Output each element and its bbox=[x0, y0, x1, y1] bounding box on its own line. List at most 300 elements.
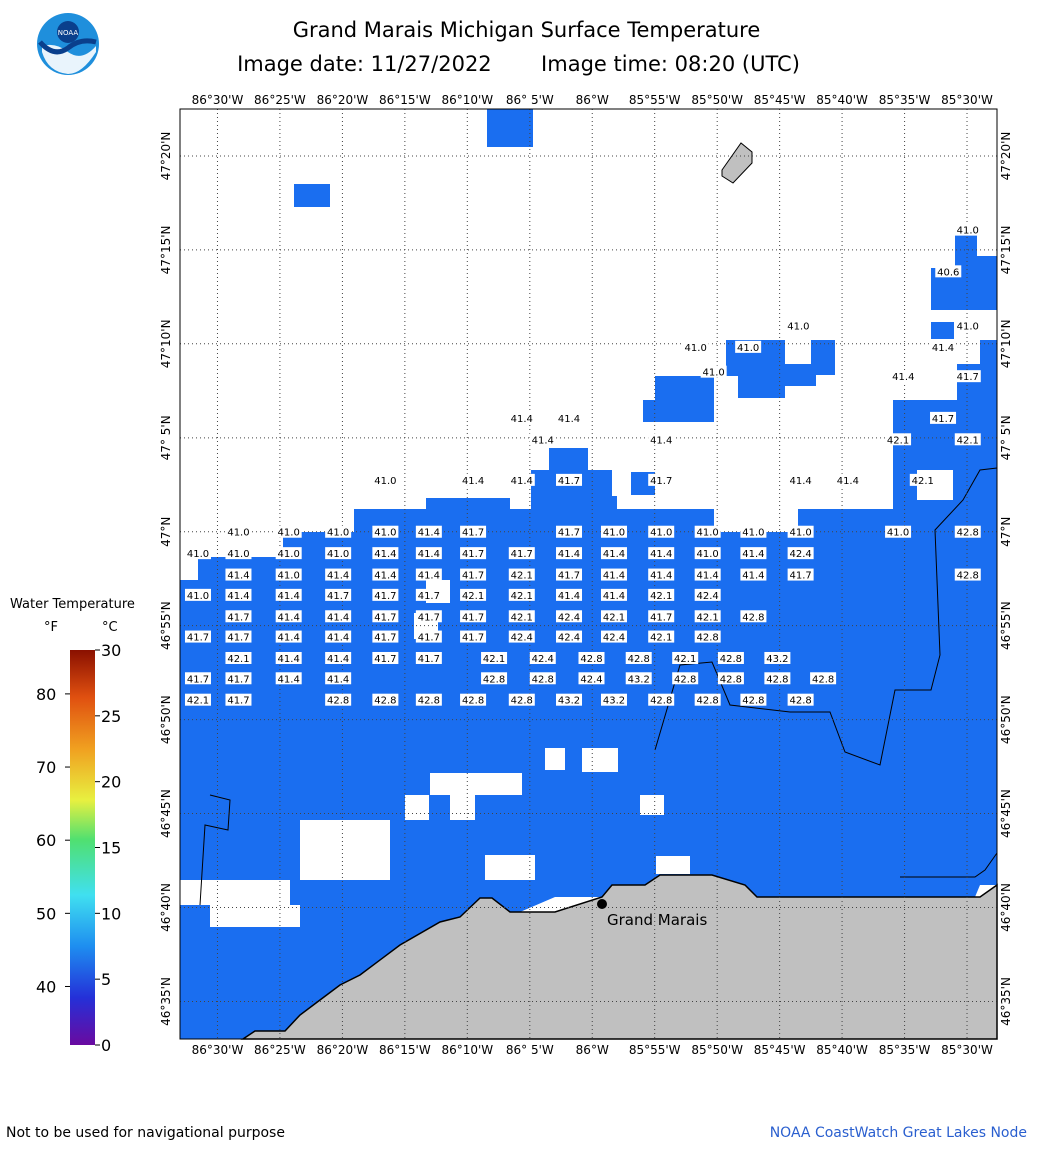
temperature-label bbox=[530, 433, 556, 446]
latitude-label: 46°35'N bbox=[159, 977, 173, 1026]
temperature-label bbox=[460, 589, 486, 602]
temperature-label bbox=[556, 526, 582, 539]
longitude-label: 85°50'W bbox=[691, 93, 744, 107]
temperature-label bbox=[276, 547, 302, 560]
temperature-value: 41.4 bbox=[277, 674, 300, 686]
temperature-label bbox=[648, 631, 674, 644]
temperature-label bbox=[930, 412, 956, 425]
latitude-label: 46°40'N bbox=[159, 883, 173, 932]
temperature-label bbox=[890, 370, 916, 383]
temperature-value: 41.4 bbox=[742, 570, 765, 582]
temperature-value: 41.4 bbox=[742, 549, 765, 561]
temperature-value: 42.1 bbox=[886, 435, 910, 447]
temperature-value: 41.7 bbox=[461, 632, 485, 644]
longitude-label: 85°55'W bbox=[628, 1043, 681, 1057]
temperature-label bbox=[509, 569, 535, 582]
temperature-value: 42.8 bbox=[327, 695, 350, 707]
temperature-label bbox=[416, 631, 442, 644]
temperature-label bbox=[225, 652, 251, 665]
temperature-label bbox=[185, 672, 211, 685]
temperature-value: 41.7 bbox=[227, 612, 250, 624]
temperature-label bbox=[910, 474, 936, 487]
temperature-value: 42.8 bbox=[417, 695, 440, 707]
no-data-gap bbox=[545, 748, 565, 770]
temperature-value: 42.1 bbox=[186, 695, 210, 707]
temperature-value: 42.8 bbox=[461, 695, 485, 707]
latitude-label: 46°45'N bbox=[159, 789, 173, 838]
temperature-value: 41.0 bbox=[186, 549, 210, 561]
temperature-label bbox=[416, 589, 442, 602]
temperature-label bbox=[481, 652, 507, 665]
temperature-value: 42.4 bbox=[531, 653, 554, 665]
temperature-value: 41.7 bbox=[931, 413, 955, 425]
temperature-label bbox=[276, 652, 302, 665]
temperature-value: 41.4 bbox=[602, 590, 626, 602]
legend-c-label: 30 bbox=[101, 641, 122, 660]
temperature-value: 41.4 bbox=[602, 570, 626, 582]
temperature-value: 41.4 bbox=[277, 612, 300, 624]
temperature-value: 41.4 bbox=[650, 570, 673, 582]
no-data-gap bbox=[430, 773, 522, 795]
temperature-label bbox=[185, 694, 211, 707]
temperature-value: 41.4 bbox=[327, 653, 350, 665]
temperature-label bbox=[416, 526, 442, 539]
longitude-label: 86°10'W bbox=[441, 93, 494, 107]
temperature-label bbox=[325, 610, 351, 623]
temperature-label bbox=[735, 341, 761, 354]
temperature-value: 41.0 bbox=[886, 527, 910, 539]
temperature-value: 41.0 bbox=[602, 527, 626, 539]
temperature-label bbox=[276, 589, 302, 602]
water-region bbox=[222, 985, 270, 1011]
temperature-value: 42.1 bbox=[510, 570, 533, 582]
temperature-label bbox=[740, 526, 766, 539]
temperature-label bbox=[648, 526, 674, 539]
temperature-label bbox=[701, 366, 727, 379]
temperature-label bbox=[764, 652, 790, 665]
temperature-label bbox=[955, 569, 981, 582]
temperature-label bbox=[509, 694, 535, 707]
temperature-value: 42.4 bbox=[510, 632, 533, 644]
temperature-label bbox=[695, 694, 721, 707]
temperature-value: 41.7 bbox=[374, 653, 397, 665]
temperature-label bbox=[225, 672, 251, 685]
temperature-value: 42.8 bbox=[531, 674, 554, 686]
temperature-label bbox=[955, 526, 981, 539]
temperature-value: 42.8 bbox=[696, 695, 719, 707]
temperature-label bbox=[325, 569, 351, 582]
temperature-value: 41.4 bbox=[374, 570, 397, 582]
temperature-value: 41.0 bbox=[789, 527, 812, 539]
grand-marais-label: Grand Marais bbox=[607, 911, 708, 929]
temperature-label bbox=[225, 569, 251, 582]
temperature-value: 41.4 bbox=[227, 570, 250, 582]
temperature-label bbox=[325, 547, 351, 560]
temperature-value: 41.4 bbox=[417, 570, 440, 582]
temperature-value: 41.0 bbox=[277, 570, 300, 582]
temperature-value: 41.0 bbox=[277, 527, 300, 539]
temperature-value: 42.8 bbox=[674, 674, 697, 686]
legend-title: Water Temperature bbox=[10, 597, 135, 612]
longitude-label: 86°15'W bbox=[379, 93, 431, 107]
temperature-value: 41.0 bbox=[374, 475, 397, 487]
temperature-label bbox=[601, 569, 627, 582]
temperature-value: 41.7 bbox=[417, 612, 440, 624]
longitude-label: 86° 5'W bbox=[505, 1043, 554, 1057]
temperature-label bbox=[509, 610, 535, 623]
temperature-label bbox=[509, 474, 535, 487]
latitude-label: 47°10'N bbox=[159, 319, 173, 369]
no-data-gap bbox=[210, 905, 300, 927]
longitude-label: 85°45'W bbox=[753, 93, 806, 107]
temperature-value: 42.8 bbox=[766, 674, 789, 686]
temperature-value: 41.4 bbox=[277, 632, 300, 644]
temperature-value: 41.7 bbox=[327, 590, 350, 602]
temperature-label bbox=[648, 610, 674, 623]
temperature-label bbox=[788, 694, 814, 707]
latitude-label: 47°15'N bbox=[159, 225, 173, 275]
temperature-value: 41.7 bbox=[417, 653, 440, 665]
temperature-label bbox=[416, 547, 442, 560]
temperature-value: 41.4 bbox=[417, 527, 440, 539]
temperature-value: 41.7 bbox=[186, 674, 210, 686]
temperature-label bbox=[672, 652, 698, 665]
legend-c-label: 0 bbox=[101, 1036, 112, 1055]
temperature-value: 41.4 bbox=[277, 590, 300, 602]
temperature-value: 41.7 bbox=[374, 612, 397, 624]
temperature-label bbox=[601, 526, 627, 539]
temperature-value: 42.1 bbox=[650, 590, 673, 602]
temperature-value: 41.4 bbox=[461, 475, 485, 487]
temperature-label bbox=[185, 589, 211, 602]
temperature-label bbox=[460, 474, 486, 487]
temperature-label bbox=[930, 341, 956, 354]
latitude-label: 47°20'N bbox=[999, 131, 1013, 181]
temperature-label bbox=[601, 631, 627, 644]
temperature-label bbox=[885, 433, 911, 446]
legend-unit-c: °C bbox=[102, 620, 118, 635]
temperature-label bbox=[372, 589, 398, 602]
temperature-label bbox=[556, 547, 582, 560]
temperature-value: 41.7 bbox=[417, 632, 440, 644]
temperature-label bbox=[885, 526, 911, 539]
legend-f-label: 70 bbox=[36, 758, 57, 778]
temperature-label bbox=[556, 631, 582, 644]
temperature-value: 41.7 bbox=[461, 570, 485, 582]
temperature-label bbox=[740, 569, 766, 582]
temperature-label bbox=[601, 589, 627, 602]
temperature-value: 41.7 bbox=[461, 549, 485, 561]
temperature-value: 41.7 bbox=[956, 372, 979, 384]
temperature-value: 41.7 bbox=[557, 527, 581, 539]
grand-marais-marker bbox=[597, 899, 607, 909]
temperature-label bbox=[509, 589, 535, 602]
temperature-value: 42.1 bbox=[650, 632, 673, 644]
temperature-value: 42.1 bbox=[461, 590, 485, 602]
temperature-value: 42.1 bbox=[482, 653, 506, 665]
water-region bbox=[931, 322, 954, 339]
temperature-label bbox=[672, 672, 698, 685]
temperature-label bbox=[225, 589, 251, 602]
longitude-label: 86°15'W bbox=[379, 1043, 431, 1057]
no-data-gap bbox=[485, 855, 535, 880]
temperature-label bbox=[695, 589, 721, 602]
temperature-label bbox=[225, 631, 251, 644]
temperature-label bbox=[372, 569, 398, 582]
temperature-value: 41.0 bbox=[702, 367, 725, 379]
legend-c-label: 15 bbox=[101, 838, 122, 858]
water-region bbox=[643, 376, 714, 422]
temperature-label bbox=[276, 610, 302, 623]
temperature-value: 42.4 bbox=[580, 674, 603, 686]
latitude-label: 47°15'N bbox=[999, 225, 1013, 275]
longitude-label: 86°10'W bbox=[441, 1043, 494, 1057]
latitude-label: 47°N bbox=[999, 516, 1013, 547]
temperature-label bbox=[460, 569, 486, 582]
temperature-label bbox=[626, 652, 652, 665]
temperature-value: 42.4 bbox=[789, 549, 812, 561]
temperature-value: 41.4 bbox=[931, 342, 955, 354]
temperature-value: 42.1 bbox=[911, 475, 934, 487]
temperature-value: 41.0 bbox=[227, 549, 250, 561]
latitude-label: 46°55'N bbox=[159, 601, 173, 651]
temperature-label bbox=[718, 652, 744, 665]
longitude-label: 86°30'W bbox=[191, 93, 244, 107]
temperature-value: 41.7 bbox=[461, 612, 485, 624]
temperature-label bbox=[648, 547, 674, 560]
temperature-label bbox=[810, 672, 836, 685]
temperature-value: 41.0 bbox=[374, 527, 397, 539]
color-scale-bar bbox=[70, 650, 95, 1045]
temperature-label bbox=[276, 569, 302, 582]
temperature-value: 42.1 bbox=[696, 612, 719, 624]
temperature-value: 42.8 bbox=[742, 612, 765, 624]
longitude-label: 86°20'W bbox=[316, 93, 369, 107]
temperature-value: 43.2 bbox=[627, 674, 650, 686]
temperature-label bbox=[788, 569, 814, 582]
temperature-value: 41.4 bbox=[650, 549, 673, 561]
temperature-label bbox=[601, 694, 627, 707]
temperature-label bbox=[276, 526, 302, 539]
temperature-label bbox=[416, 569, 442, 582]
temperature-value: 41.0 bbox=[327, 549, 350, 561]
temperature-value: 42.8 bbox=[789, 695, 812, 707]
temperature-value: 41.0 bbox=[650, 527, 673, 539]
image-date: Image date: 11/27/2022 bbox=[237, 52, 492, 76]
temperature-label bbox=[556, 694, 582, 707]
temperature-label bbox=[578, 652, 604, 665]
temperature-value: 41.0 bbox=[327, 527, 350, 539]
temperature-label bbox=[556, 610, 582, 623]
temperature-label bbox=[648, 694, 674, 707]
temperature-value: 42.8 bbox=[719, 653, 743, 665]
temperature-label bbox=[695, 569, 721, 582]
legend-c-label: 5 bbox=[101, 970, 112, 990]
temperature-value: 41.4 bbox=[227, 590, 250, 602]
temperature-value: 42.8 bbox=[627, 653, 650, 665]
latitude-label: 47° 5'N bbox=[999, 415, 1013, 461]
temperature-label bbox=[325, 589, 351, 602]
temperature-label bbox=[460, 547, 486, 560]
temperature-value: 41.0 bbox=[696, 549, 719, 561]
temperature-value: 42.4 bbox=[557, 632, 581, 644]
temperature-value: 42.8 bbox=[374, 695, 397, 707]
temperature-label bbox=[372, 652, 398, 665]
temperature-label bbox=[460, 631, 486, 644]
temperature-label bbox=[955, 433, 981, 446]
temperature-label bbox=[372, 694, 398, 707]
temperature-value: 41.4 bbox=[510, 475, 533, 487]
temperature-value: 42.4 bbox=[602, 632, 626, 644]
temperature-value: 41.7 bbox=[227, 695, 250, 707]
legend-f-label: 60 bbox=[36, 831, 57, 851]
legend-f-label: 40 bbox=[36, 977, 57, 997]
temperature-value: 41.4 bbox=[327, 674, 350, 686]
temperature-value: 41.4 bbox=[417, 549, 440, 561]
temperature-value: 41.7 bbox=[461, 527, 485, 539]
temperature-value: 41.7 bbox=[650, 475, 673, 487]
temperature-value: 42.1 bbox=[602, 612, 626, 624]
no-data-gap bbox=[656, 856, 690, 874]
longitude-label: 85°50'W bbox=[691, 1043, 744, 1057]
temperature-value: 41.4 bbox=[557, 590, 581, 602]
temperature-label bbox=[788, 474, 814, 487]
temperature-label bbox=[695, 631, 721, 644]
temperature-value: 41.4 bbox=[789, 475, 812, 487]
temperature-label bbox=[416, 610, 442, 623]
latitude-label: 46°35'N bbox=[999, 977, 1013, 1026]
legend-c-label: 25 bbox=[101, 706, 122, 726]
temperature-value: 41.7 bbox=[557, 475, 581, 487]
longitude-label: 86°25'W bbox=[254, 93, 306, 107]
water-region bbox=[294, 184, 330, 207]
temperature-label bbox=[626, 672, 652, 685]
temperature-value: 42.1 bbox=[227, 653, 250, 665]
temperature-label bbox=[835, 474, 861, 487]
map-title: Grand Marais Michigan Surface Temperature bbox=[292, 18, 761, 42]
latitude-label: 46°50'N bbox=[159, 695, 173, 745]
temperature-value: 41.4 bbox=[327, 632, 350, 644]
temperature-value: 41.0 bbox=[956, 225, 979, 237]
longitude-label: 85°40'W bbox=[816, 93, 868, 107]
temperature-label bbox=[578, 672, 604, 685]
legend-c-label: 10 bbox=[101, 904, 122, 924]
temperature-value: 41.4 bbox=[696, 570, 719, 582]
temperature-label bbox=[740, 547, 766, 560]
temperature-label bbox=[683, 341, 709, 354]
temperature-label bbox=[718, 672, 744, 685]
temperature-value: 42.1 bbox=[956, 435, 979, 447]
temperature-value: 43.2 bbox=[766, 653, 789, 665]
temperature-label bbox=[225, 547, 251, 560]
temperature-value: 41.4 bbox=[510, 413, 533, 425]
temperature-label bbox=[225, 526, 251, 539]
temperature-value: 42.8 bbox=[482, 674, 506, 686]
temperature-label bbox=[955, 224, 981, 237]
latitude-label: 47°20'N bbox=[159, 131, 173, 181]
image-time: Image time: 08:20 (UTC) bbox=[541, 52, 800, 76]
temperature-value: 41.0 bbox=[186, 590, 210, 602]
temperature-value: 41.0 bbox=[277, 549, 300, 561]
latitude-label: 46°40'N bbox=[999, 883, 1013, 932]
temperature-value: 42.8 bbox=[742, 695, 765, 707]
no-data-gap bbox=[640, 795, 664, 815]
temperature-label bbox=[416, 652, 442, 665]
temperature-value: 42.8 bbox=[956, 570, 979, 582]
no-data-gap bbox=[300, 820, 390, 880]
longitude-label: 85°30'W bbox=[941, 93, 993, 107]
temperature-value: 41.7 bbox=[417, 590, 440, 602]
temperature-label bbox=[372, 474, 398, 487]
longitude-label: 86°25'W bbox=[254, 1043, 306, 1057]
temperature-value: 41.0 bbox=[684, 342, 707, 354]
temperature-label bbox=[788, 547, 814, 560]
island bbox=[722, 143, 752, 183]
temperature-value: 42.8 bbox=[956, 527, 979, 539]
longitude-label: 86°W bbox=[575, 1043, 609, 1057]
temperature-label bbox=[648, 474, 674, 487]
temperature-value: 41.7 bbox=[789, 570, 812, 582]
temperature-value: 40.6 bbox=[937, 267, 960, 279]
latitude-label: 47°10'N bbox=[999, 319, 1013, 369]
temperature-label bbox=[372, 547, 398, 560]
temperature-label bbox=[460, 526, 486, 539]
latitude-label: 46°55'N bbox=[999, 601, 1013, 651]
temperature-label bbox=[325, 694, 351, 707]
latitude-label: 46°50'N bbox=[999, 695, 1013, 745]
legend-f-label: 80 bbox=[36, 684, 57, 704]
longitude-label: 86°30'W bbox=[191, 1043, 244, 1057]
temperature-label bbox=[460, 610, 486, 623]
temperature-label bbox=[530, 652, 556, 665]
temperature-label bbox=[601, 610, 627, 623]
temperature-label bbox=[785, 319, 811, 332]
temperature-label bbox=[225, 694, 251, 707]
temperature-label bbox=[276, 672, 302, 685]
temperature-label bbox=[556, 569, 582, 582]
temperature-value: 41.4 bbox=[531, 435, 554, 447]
temperature-value: 41.7 bbox=[557, 570, 581, 582]
temperature-value: 41.0 bbox=[696, 527, 719, 539]
temperature-value: 42.4 bbox=[696, 590, 719, 602]
legend-f-label: 50 bbox=[36, 904, 57, 924]
temperature-label bbox=[955, 370, 981, 383]
temperature-label bbox=[740, 694, 766, 707]
longitude-label: 86° 5'W bbox=[505, 93, 554, 107]
water-region bbox=[352, 900, 412, 930]
logo-text: NOAA bbox=[57, 29, 79, 37]
temperature-value: 42.4 bbox=[557, 612, 581, 624]
temperature-value: 41.4 bbox=[374, 549, 397, 561]
temperature-label bbox=[481, 672, 507, 685]
temperature-value: 41.4 bbox=[892, 372, 915, 384]
temperature-label bbox=[556, 412, 582, 425]
longitude-label: 86°20'W bbox=[316, 1043, 369, 1057]
longitude-label: 86°W bbox=[575, 93, 609, 107]
source-credit: NOAA CoastWatch Great Lakes Node bbox=[769, 1125, 1027, 1141]
temperature-value: 42.1 bbox=[510, 612, 533, 624]
color-scale bbox=[0, 640, 150, 1060]
temperature-value: 42.8 bbox=[580, 653, 603, 665]
temperature-value: 41.0 bbox=[742, 527, 765, 539]
temperature-value: 42.8 bbox=[650, 695, 673, 707]
temperature-label bbox=[225, 610, 251, 623]
temperature-label bbox=[509, 412, 535, 425]
temperature-label bbox=[601, 547, 627, 560]
temperature-label bbox=[955, 319, 981, 332]
legend-c-label: 20 bbox=[101, 772, 122, 792]
temperature-label bbox=[695, 610, 721, 623]
